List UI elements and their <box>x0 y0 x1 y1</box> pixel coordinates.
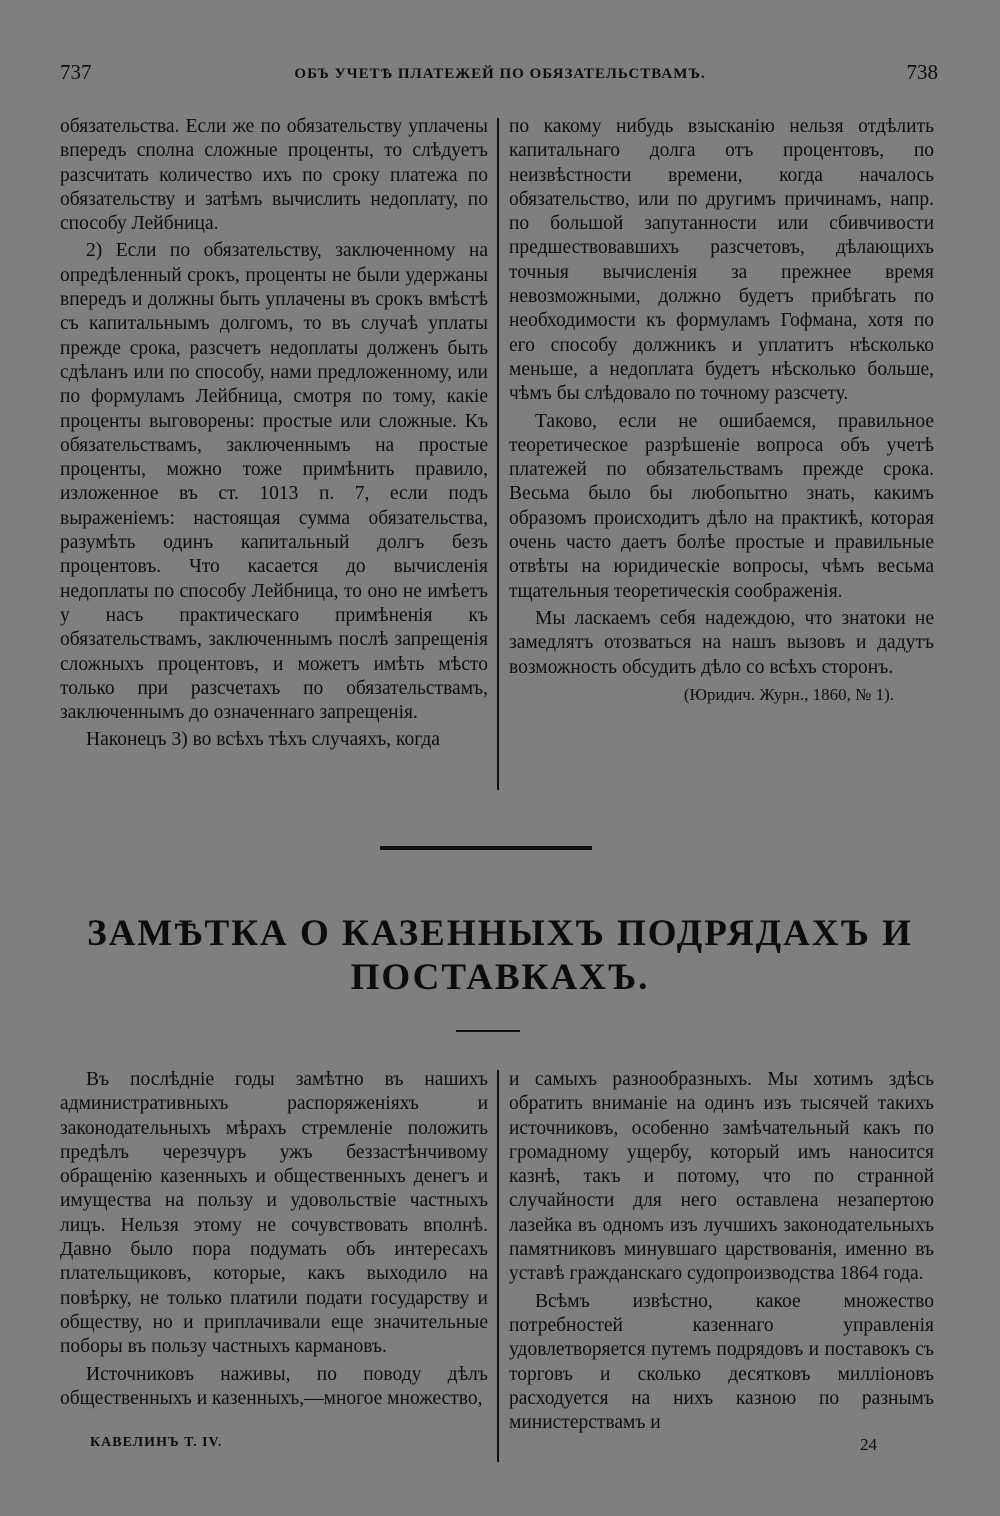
paragraph: Въ послѣдніе годы замѣтно въ нашихъ административныхъ распоряженіяхъ и законодательныхъ мѣрахъ стремленіе положить предѣлъ черезчуръ ужъ беззастѣнчивому обращенію казенныхъ и общественныхъ денегъ и имущества на пользу и удовольствіе частныхъ лицъ. Нельзя этому не сочувствовать вполнѣ. Давно было пора подумать объ интересахъ плательщиковъ, которые, какъ выходило на повѣрку, не только платили подати государству и обществу, но и приплачивали еще значительные поборы въ пользу частныхъ кармановъ. <box>60 1069 488 1358</box>
paragraph: Мы ласкаемъ себя надеждою, что знатоки не замедлятъ отозваться на нашъ вызовъ и дадутъ возможность обсудить дѣло со всѣхъ сторонъ. <box>509 607 934 678</box>
article-column-right <box>509 1068 934 1438</box>
citation: (Юридич. Журн., 1860, № 1). <box>683 684 894 704</box>
top-column-right <box>509 115 934 707</box>
paragraph: Наконецъ 3) во всѣхъ тѣхъ случаяхъ, когда <box>86 729 440 751</box>
paragraph: Таково, если не ошибаемся, правильное теоретическое разрѣшеніе вопроса объ учетѣ платежей по обязательствамъ прежде срока. Весьма было бы любопытно знать, какимъ образомъ происходитъ дѣло на практикѣ, которая очень часто даетъ болѣе простые и правильные отвѣты на юридическіе вопросы, чѣмъ весьма тщательныя теоретическія соображенія. <box>509 410 934 602</box>
article-title: ЗАМѢТКА О КАЗЕННЫХЪ ПОДРЯДАХЪ И ПОСТАВКАХЪ. <box>87 913 913 998</box>
top-column-left <box>60 115 488 756</box>
running-title: ОБЪ УЧЕТѢ ПЛАТЕЖЕЙ ПО ОБЯЗАТЕЛЬСТВАМЪ. <box>294 66 706 82</box>
paragraph: Источниковъ наживы, по поводу дѣлъ общественныхъ и казенныхъ,—многое множество, <box>60 1363 488 1409</box>
section-divider <box>380 846 592 850</box>
paragraph: по какому нибудь взысканію нельзя отдѣлить капитальнаго долга отъ процентовъ, по неизвѣстности времени, когда началось обязательство, или по другимъ причинамъ, напр. по большой запутанности или сбивчивости предшествовавшихъ разсчетовъ, дѣлающихъ точныя вычисленія за прежнее время невозможными, должно будетъ прибѣгать по необходимости къ формуламъ Гофмана, хотя по его способу должникъ и уплатитъ нѣсколько меньше, а недоплата будетъ нѣсколько больше, чѣмъ бы слѣдовало по точному разсчету. <box>509 116 934 405</box>
paragraph: 2) Если по обязательству, заключенному на опредѣленный срокъ, проценты не были удержаны впередъ и должны быть уплачены въ срокъ вмѣстѣ съ капитальнымъ долгомъ, то въ случаѣ уплаты прежде срока, разсчетъ недоплаты долженъ быть сдѣланъ или по способу, нами предложенному, или по формуламъ Лейбница, смотря по тому, какіе проценты выговорены: простые или сложные. Къ обязательствамъ, заключеннымъ на простые проценты, можно тоже примѣнить правило, изложенное въ ст. 1013 п. 7, если подъ выраженіемъ: настоящая сумма обязательства, разумѣть одинъ капитальный долгъ безъ процентовъ. Что касается до вычисленія недоплаты по способу Лейбница, то оно не имѣетъ у насъ практическаго примѣненія къ обязательствамъ, заключеннымъ послѣ запрещенія сложныхъ процентовъ, и можетъ имѣть мѣсто только при разсчетахъ по обязательствамъ, заключеннымъ до означеннаго запрещенія. <box>60 240 488 724</box>
paragraph: обязательства. Если же по обязательству уплачены впередъ сполна сложные проценты, то слѣдуетъ разсчитать количество ихъ по сроку платежа по обязательству и затѣмъ вычислить недоплату, по способу Лейбница. <box>60 116 488 235</box>
paragraph: Всѣмъ извѣстно, какое множество потребностей казеннаго управленія удовлетворяется путемъ подрядовъ и поставокъ съ торговъ и сколько десятковъ милліоновъ расходуется на нихъ казною по разнымъ министерствамъ и <box>509 1290 934 1434</box>
footer-signature: КАВЕЛИНЪ Т. IV. <box>90 1435 223 1450</box>
page-number-right: 738 <box>906 60 938 84</box>
article-column-left <box>60 1068 488 1414</box>
title-divider <box>456 1030 520 1032</box>
paragraph: и самыхъ разнообразныхъ. Мы хотимъ здѣсь обратить вниманіе на одинъ изъ тысячей такихъ источниковъ, особенно замѣчательный какъ по громадному ущербу, который имъ наносится казнѣ, такъ и потому, что по странной случайности для него оставлена незапертою лазейка въ одномъ изъ лучшихъ законодательныхъ памятниковъ минувшаго царствованія, именно въ уставѣ гражданскаго судопроизводства 1864 года. <box>509 1069 934 1285</box>
page-number-left: 737 <box>60 60 92 84</box>
sheet-number: 24 <box>860 1435 877 1454</box>
column-divider <box>497 118 499 790</box>
column-divider <box>497 1070 499 1462</box>
